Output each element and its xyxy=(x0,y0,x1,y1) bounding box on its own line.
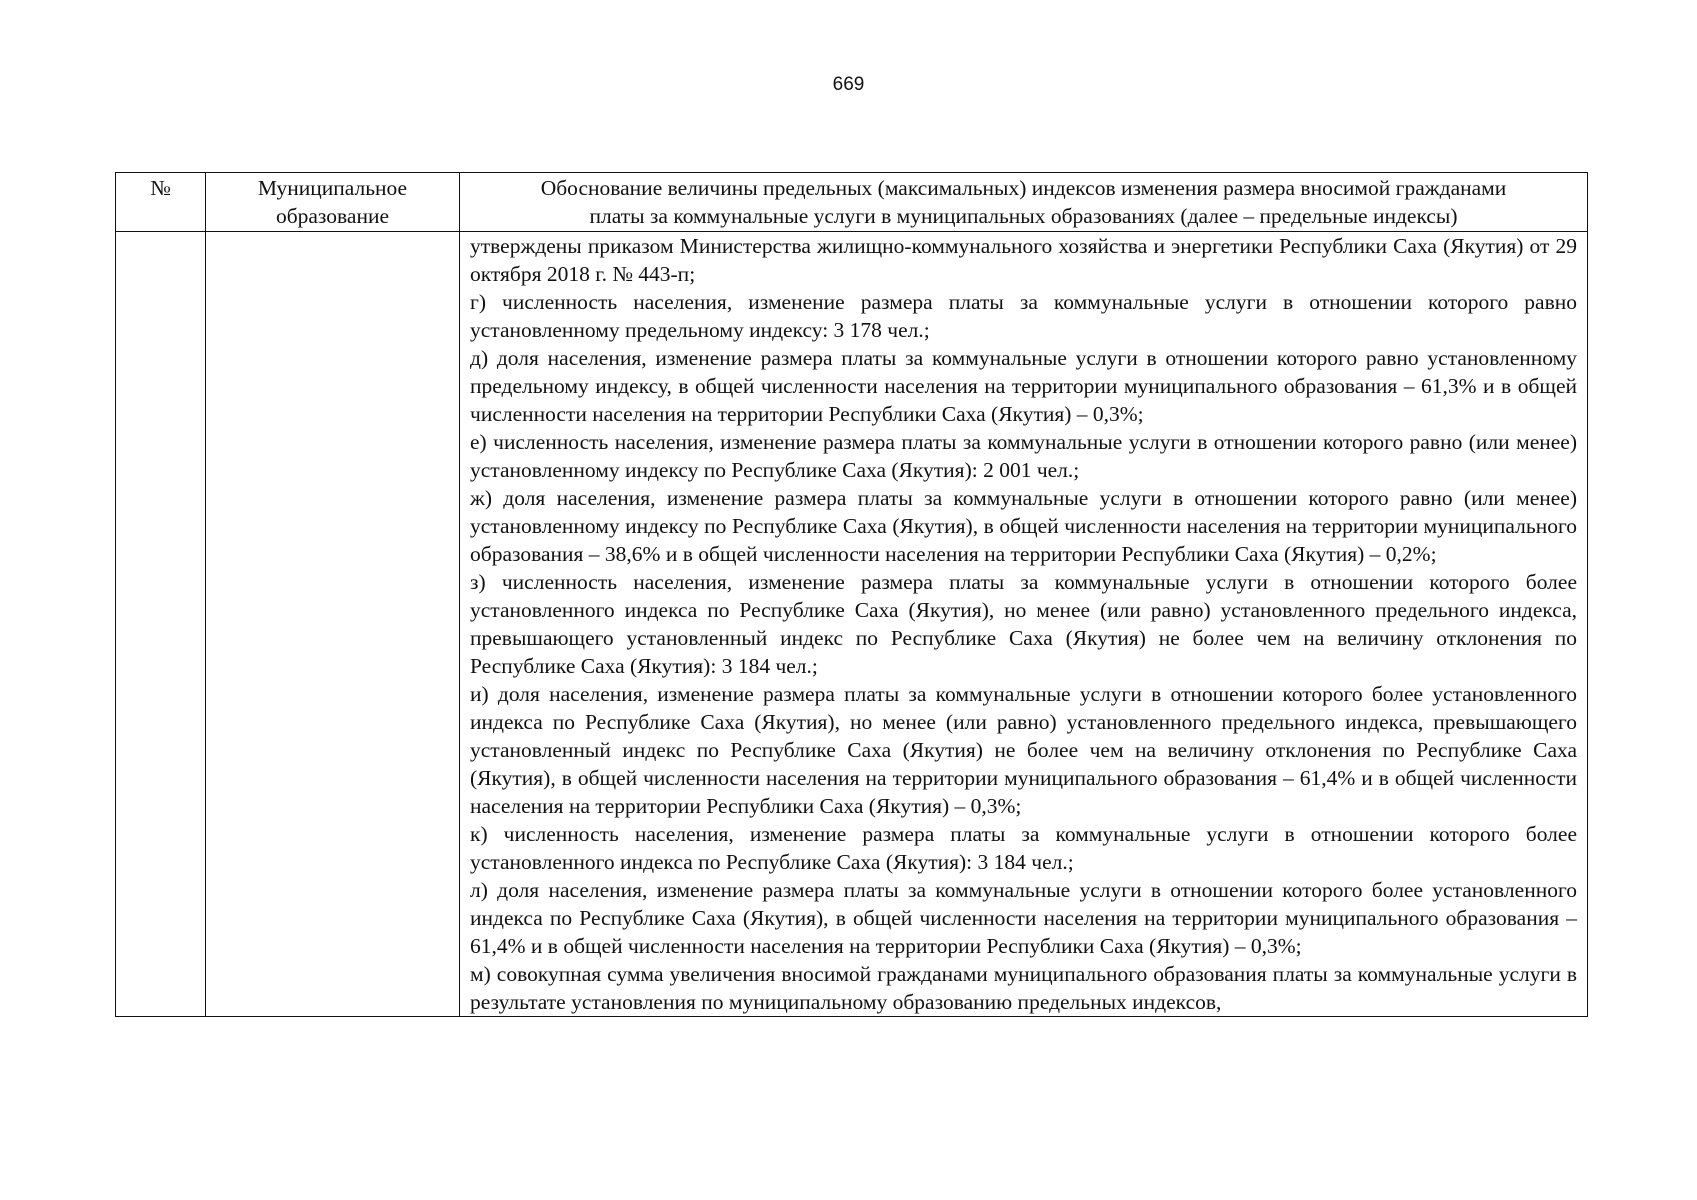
paragraph: и) доля населения, изменение размера платы за коммунальные услуги в отношении которого более установленного индекса по Республике Саха (Якутия), но менее (или равно) установленного предельного индекса, превышающего установленный индекс по Республике Саха (Якутия) не более чем на величину отклонения по Республике Саха (Якутия), в общей численности населения на территории муниципального образования – 61,4% и в общей численности населения на территории Республики Саха (Якутия) – 0,3%; xyxy=(470,682,1577,818)
cell-justification xyxy=(460,232,1588,1017)
paragraph: м) совокупная сумма увеличения вносимой гражданами муниципального образования платы за коммунальные услуги в результате установления по муниципальному образованию предельных индексов, xyxy=(470,962,1577,1014)
header-municipality-line1: Муниципальное xyxy=(257,176,408,200)
paragraph: д) доля населения, изменение размера платы за коммунальные услуги в отношении которого равно установленному предельному индексу, в общей численности населения на территории муниципального образования – 61,3% и в общей численности населения на территории Республики Саха (Якутия) – 0,3%; xyxy=(470,346,1577,426)
paragraph: утверждены приказом Министерства жилищно-коммунального хозяйства и энергетики Республики Саха (Якутия) от 29 октября 2018 г. № 443-п; xyxy=(470,234,1577,286)
paragraph: е) численность населения, изменение размера платы за коммунальные услуги в отношении которого равно (или менее) установленному индексу по Республике Саха (Якутия): 2 001 чел.; xyxy=(470,430,1577,482)
header-justification xyxy=(460,173,1588,232)
header-municipality-line2: образование xyxy=(275,204,390,228)
cell-municipality xyxy=(206,232,460,1017)
justification-table xyxy=(115,172,1588,1017)
page-number: 669 xyxy=(832,74,865,95)
header-justification-line2: платы за коммунальные услуги в муниципальных образованиях (далее – предельные индексы) xyxy=(589,204,1458,228)
paragraph: ж) доля населения, изменение размера платы за коммунальные услуги в отношении которого равно (или менее) установленному индексу по Республике Саха (Якутия), в общей численности населения на территории муниципального образования – 38,6% и в общей численности населения на территории Республики Саха (Якутия) – 0,2%; xyxy=(470,486,1577,566)
paragraph: л) доля населения, изменение размера платы за коммунальные услуги в отношении которого более установленного индекса по Республике Саха (Якутия), в общей численности населения на территории муниципального образования – 61,4% и в общей численности населения на территории Республики Саха (Якутия) – 0,3%; xyxy=(470,878,1577,958)
header-number: № xyxy=(116,173,206,232)
table-header-row xyxy=(116,173,1588,232)
paragraph: г) численность населения, изменение размера платы за коммунальные услуги в отношении которого равно установленному предельному индексу: 3 178 чел.; xyxy=(470,290,1577,342)
paragraph: к) численность населения, изменение размера платы за коммунальные услуги в отношении которого более установленного индекса по Республике Саха (Якутия): 3 184 чел.; xyxy=(470,822,1577,874)
header-justification-line1: Обоснование величины предельных (максимальных) индексов изменения размера вносимой гражданами xyxy=(540,176,1507,200)
paragraph: з) численность населения, изменение размера платы за коммунальные услуги в отношении которого более установленного индекса по Республике Саха (Якутия), но менее (или равно) установленного предельного индекса, превышающего установленный индекс по Республике Саха (Якутия) не более чем на величину отклонения по Республике Саха (Якутия): 3 184 чел.; xyxy=(470,570,1577,678)
cell-number xyxy=(116,232,206,1017)
header-municipality xyxy=(206,173,460,232)
table-row xyxy=(116,232,1588,1017)
